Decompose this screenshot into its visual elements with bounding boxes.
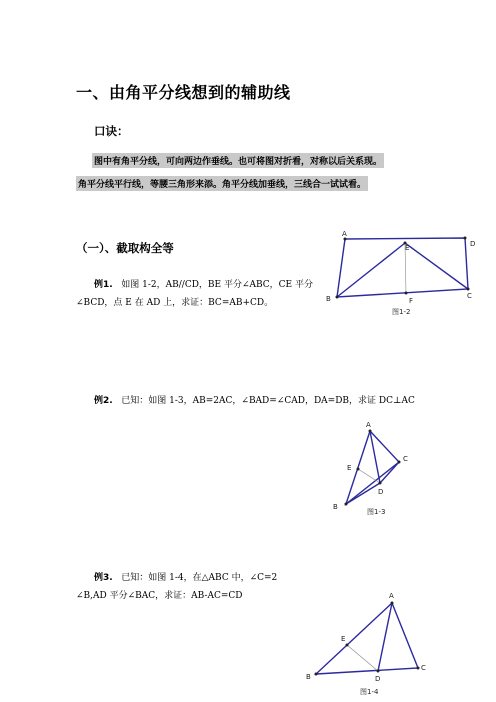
fig14-label-d: D	[375, 675, 381, 683]
fig13-label-d: D	[378, 488, 384, 496]
example1-label: 例1.	[94, 280, 113, 290]
mnemonic-line-1: 图中有角平分线，可向两边作垂线。也可将图对折看，对称以后关系现。	[92, 153, 384, 168]
figure-1-4	[316, 603, 418, 674]
figure-1-3	[346, 431, 399, 504]
figure-1-4-points	[315, 602, 420, 676]
fig14-label-a: A	[389, 592, 394, 600]
fig12-label-a: A	[342, 230, 347, 238]
example2-label: 例2.	[94, 396, 113, 406]
example1-text-1: 如图 1-2，AB//CD，BE 平分∠ABC，CE 平分	[121, 280, 313, 290]
fig12-caption: 图1-2	[392, 308, 411, 316]
example2-text: 已知：如图 1-3，AB=2AC，∠BAD=∠CAD，DA=DB，求证 DC⊥AC	[121, 396, 415, 406]
fig13-label-a: A	[366, 421, 371, 429]
fig13-label-c: C	[403, 455, 408, 463]
fig12-label-e: E	[405, 244, 410, 252]
figure-1-2	[337, 238, 468, 297]
mnemonic-line-2: 角平分线平行线，等腰三角形来添。角平分线加垂线，三线合一试试看。	[76, 176, 368, 191]
fig13-caption: 图1-3	[367, 508, 386, 516]
fig13-label-e: E	[347, 464, 352, 472]
mnemonic-heading: 口诀：	[94, 124, 129, 138]
fig14-label-b: B	[306, 673, 311, 681]
fig12-label-f: F	[409, 297, 414, 305]
fig12-label-b: B	[326, 295, 331, 303]
example3-text-1: 已知：如图 1-4，在△ABC 中，∠C=2	[121, 573, 278, 583]
page-title: 一、由角平分线想到的辅助线	[76, 83, 291, 102]
section-heading: （一）、截取构全等	[76, 241, 174, 255]
fig13-label-b: B	[333, 503, 338, 511]
example3-label: 例3.	[94, 573, 113, 583]
fig14-label-e: E	[341, 635, 346, 643]
fig14-label-c: C	[421, 664, 426, 672]
example1-text-2: ∠BCD，点 E 在 AD 上，求证：BC=AB+CD。	[76, 298, 274, 308]
fig12-label-c: C	[467, 292, 472, 300]
fig14-caption: 图1-4	[360, 688, 379, 696]
example3-text-2: ∠B,AD 平分∠BAC，求证：AB-AC=CD	[76, 591, 243, 601]
fig12-label-d: D	[470, 240, 476, 248]
